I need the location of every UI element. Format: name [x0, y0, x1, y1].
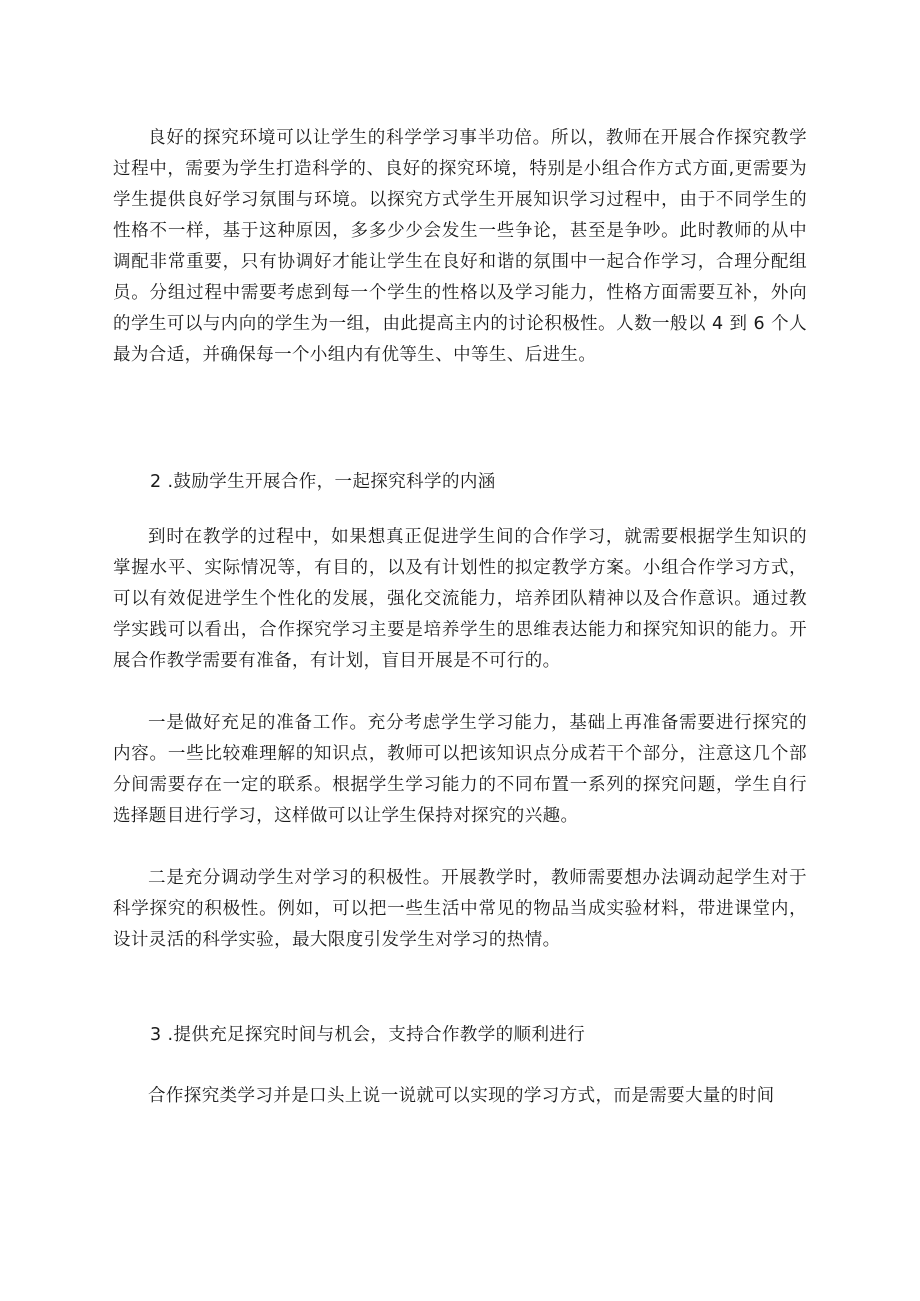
- body-paragraph: 二是充分调动学生对学习的积极性。开展教学时，教师需要想办法调动起学生对于科学探究的积极性。例如，可以把一些生活中常见的物品当成实验材料，带进课堂内，设计灵活的科学实验，最大限度引发学生对学习的热情。: [113, 868, 807, 950]
- section-heading: 2 .鼓励学生开展合作，一起探究科学的内涵: [150, 472, 496, 492]
- body-paragraph: 良好的探究环境可以让学生的科学学习事半功倍。所以，教师在开展合作探究教学过程中，需要为学生打造科学的、良好的探究环境，特别是小组合作方式方面,更需要为学生提供良好学习氛围与环境。以探究方式学生开展知识学习过程中，由于不同学生的性格不一样，基于这种原因，多多少少会发生一些争论，甚至是争吵。此时教师的从中调配非常重要，只有协调好才能让学生在良好和谐的氛围中一起合作学习，合理分配组员。分组过程中需要考虑到每一个学生的性格以及学习能力，性格方面需要互补，外向的学生可以与内向的学生为一组，由此提高主内的讨论积极性。人数一般以 4 到 6 个人最为合适，并确保每一个小组内有优等生、中等生、后进生。: [113, 128, 807, 365]
- body-paragraph: 合作探究类学习并是口头上说一说就可以实现的学习方式，而是需要大量的时间: [148, 1086, 775, 1106]
- body-paragraph: 到时在教学的过程中，如果想真正促进学生间的合作学习，就需要根据学生知识的掌握水平、实际情况等，有目的，以及有计划性的拟定教学方案。小组合作学习方式，可以有效促进学生个性化的发展，强化交流能力，培养团队精神以及合作意识。通过教学实践可以看出，合作探究学习主要是培养学生的思维表达能力和探究知识的能力。开展合作教学需要有准备，有计划，盲目开展是不可行的。: [113, 527, 807, 671]
- section-heading: 3 .提供充足探究时间与机会，支持合作教学的顺利进行: [150, 1025, 586, 1045]
- body-paragraph: 一是做好充足的准备工作。充分考虑学生学习能力，基础上再准备需要进行探究的内容。一些比较难理解的知识点，教师可以把该知识点分成若干个部分，注意这几个部分间需要存在一定的联系。根据学生学习能力的不同布置一系列的探究问题，学生自行选择题目进行学习，这样做可以让学生保持对探究的兴趣。: [113, 713, 807, 826]
